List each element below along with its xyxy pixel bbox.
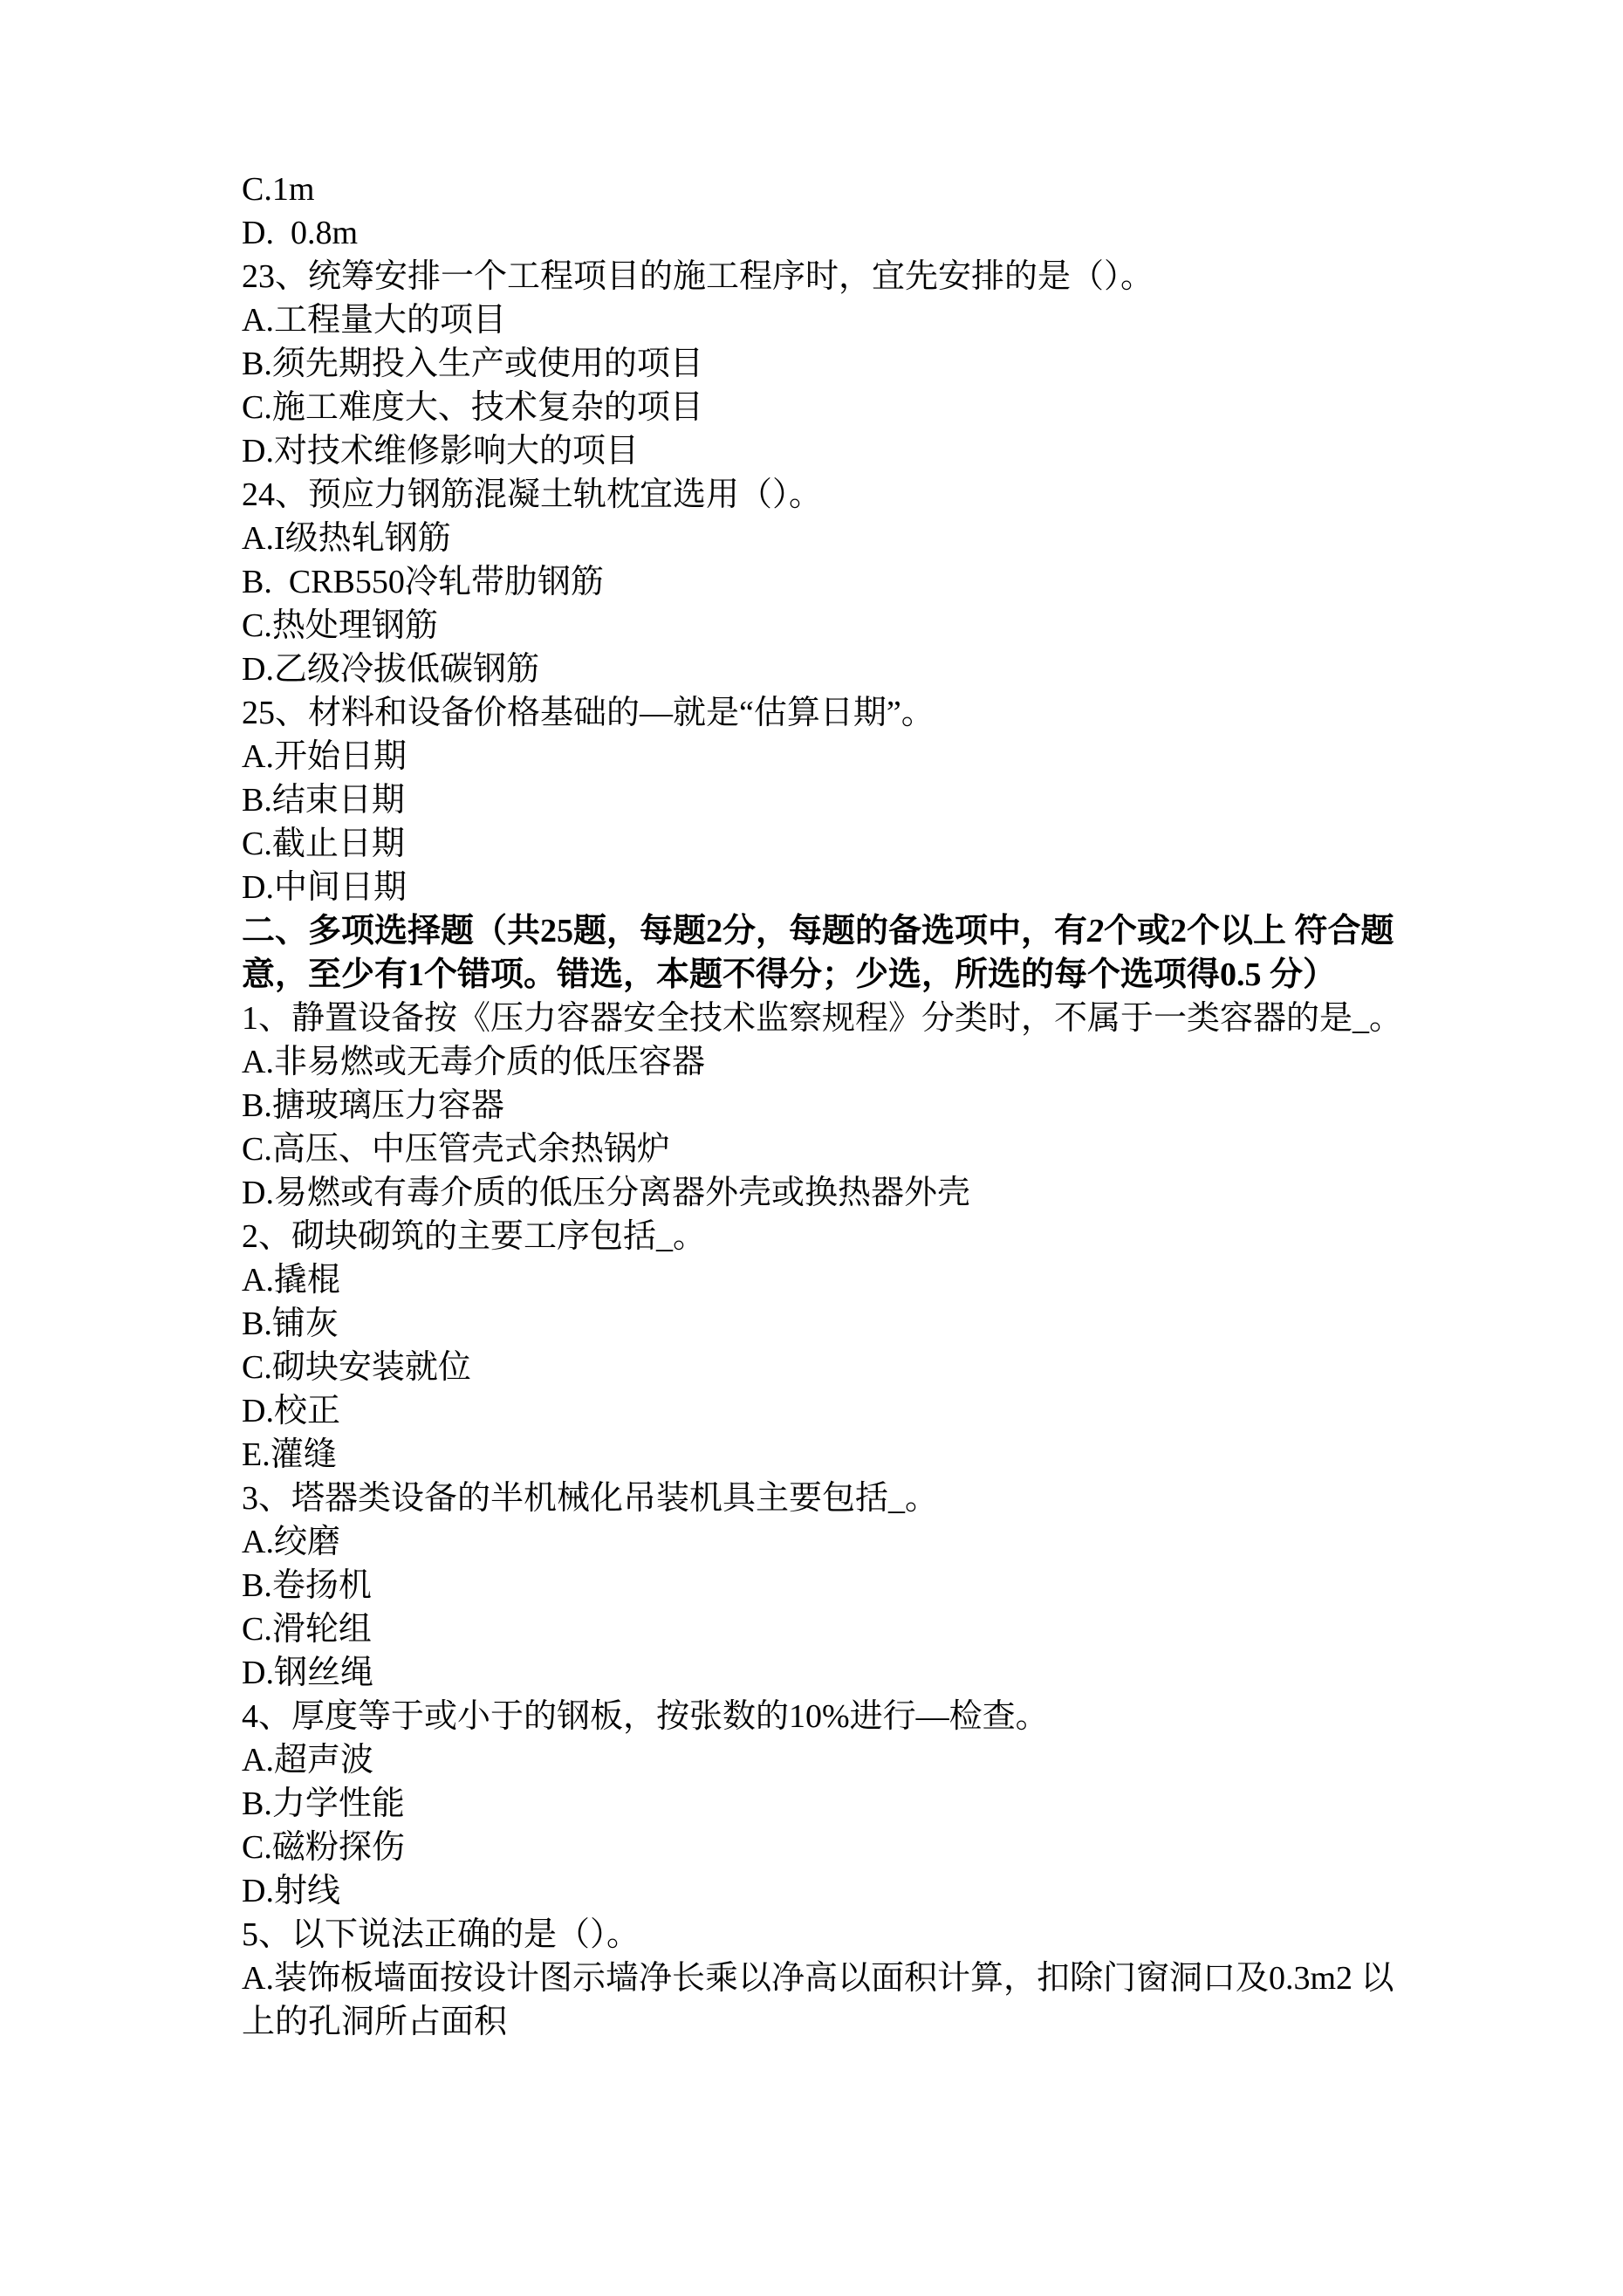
text-run: A.工程量大的项目 — [242, 302, 506, 339]
text-line — [242, 1127, 1421, 1171]
text-run: 二、多项选择题（共25题，每题2分，每题的备选项中，有 — [242, 913, 1088, 949]
text-run: D.中间日期 — [242, 869, 407, 906]
text-run: B.力学性能 — [242, 1785, 405, 1822]
text-line — [242, 1695, 1421, 1738]
text-line — [242, 255, 1421, 298]
text-line — [242, 473, 1421, 517]
text-run: A.I级热轧钢筋 — [242, 520, 451, 557]
text-line — [242, 1346, 1421, 1389]
text-line — [242, 1433, 1421, 1477]
text-run: 上的孔洞所占面积 — [242, 2004, 508, 2040]
text-line — [242, 1520, 1421, 1564]
text-line — [242, 1215, 1421, 1258]
text-run: E.灌缝 — [242, 1436, 337, 1473]
text-run: C.砌块安装就位 — [242, 1349, 471, 1386]
text-line — [242, 2000, 1421, 2044]
text-line — [242, 1389, 1421, 1433]
text-line — [242, 1302, 1421, 1346]
text-run: A.绞磨 — [242, 1524, 340, 1560]
text-line — [242, 1738, 1421, 1782]
text-line — [242, 1869, 1421, 1913]
text-run: 2、砌块砌筑的主要工序包括_。 — [242, 1218, 707, 1255]
text-line — [242, 1564, 1421, 1607]
text-line — [242, 517, 1421, 560]
text-run: B.卷扬机 — [242, 1567, 372, 1604]
text-run: 23、统筹安排一个工程项目的施工程序时，宜先安排的是（）。 — [242, 258, 1154, 295]
text-run: 意，至少有1个错项。错选，本题不得分；少选，所选的每个选项得0.5 分） — [242, 956, 1337, 993]
text-run: B.须先期投入生产或使用的项目 — [242, 346, 703, 382]
text-line — [242, 168, 1421, 211]
text-run: D. 0.8m — [242, 215, 358, 251]
text-run: D.对技术维修影响大的项目 — [242, 433, 639, 469]
text-line — [242, 1651, 1421, 1695]
text-run: A.超声波 — [242, 1742, 373, 1779]
text-line — [242, 1258, 1421, 1302]
text-line — [242, 211, 1421, 255]
text-run: D.乙级冷拔低碳钢筋 — [242, 651, 539, 688]
text-line — [242, 604, 1421, 648]
text-run: C.滑轮组 — [242, 1611, 372, 1648]
text-run: 24、预应力钢筋混凝土轨枕宜选用（）。 — [242, 476, 823, 513]
text-run: A.开始日期 — [242, 738, 407, 775]
text-line — [242, 953, 1421, 997]
text-line — [242, 1826, 1421, 1869]
text-line — [242, 1607, 1421, 1651]
text-run: B. CRB550冷轧带肋钢筋 — [242, 564, 604, 600]
text-run: C.高压、中压管壳式余热锅炉 — [242, 1131, 670, 1168]
text-line — [242, 560, 1421, 604]
text-run: C.热处理钢筋 — [242, 607, 438, 644]
text-line — [242, 735, 1421, 778]
text-run: D.钢丝绳 — [242, 1655, 373, 1691]
text-run: C.1m — [242, 171, 315, 208]
text-line — [242, 648, 1421, 691]
text-run: B.铺灰 — [242, 1306, 339, 1342]
text-line — [242, 429, 1421, 473]
text-line — [242, 1171, 1421, 1215]
text-run: B.结束日期 — [242, 782, 405, 819]
text-run: 3、塔器类设备的半机械化吊装机具主要包括_。 — [242, 1480, 939, 1517]
text-line — [242, 1040, 1421, 1084]
text-line — [242, 1957, 1421, 2000]
text-line — [242, 778, 1421, 822]
text-run: C.截止日期 — [242, 826, 405, 862]
text-run: C.施工难度大、技术复杂的项目 — [242, 389, 703, 426]
document-body — [242, 168, 1421, 2044]
text-run: 1、静置设备按《压力容器安全技术监察规程》分类时，不属于一类容器的是_。 — [242, 1000, 1403, 1037]
text-line — [242, 997, 1421, 1040]
text-run: 2 — [1087, 913, 1105, 949]
text-line — [242, 822, 1421, 866]
text-line — [242, 1782, 1421, 1826]
text-run: 5、以下说法正确的是（）。 — [242, 1916, 640, 1953]
text-run: D.易燃或有毒介质的低压分离器外壳或换热器外壳 — [242, 1175, 970, 1211]
text-run: C.磁粉探伤 — [242, 1829, 405, 1866]
text-run: A.撬棍 — [242, 1262, 340, 1299]
text-line — [242, 691, 1421, 735]
text-run: D.校正 — [242, 1393, 340, 1429]
text-run: A.非易燃或无毒介质的低压容器 — [242, 1044, 705, 1080]
text-line — [242, 386, 1421, 429]
text-line — [242, 909, 1421, 953]
text-line — [242, 866, 1421, 909]
text-run: 25、材料和设备价格基础的—就是“估算日期”。 — [242, 695, 935, 731]
text-run: 4、厚度等于或小于的钢板，按张数的10%进行—检查。 — [242, 1698, 1049, 1735]
text-run: B.搪玻璃压力容器 — [242, 1087, 504, 1124]
text-run: D.射线 — [242, 1873, 340, 1909]
text-run: 个或2个以上 符合题 — [1104, 913, 1394, 949]
text-line — [242, 1477, 1421, 1520]
text-line — [242, 298, 1421, 342]
text-run: A.装饰板墙面按设计图示墙净长乘以净高以面积计算，扣除门窗洞口及0.3m2 以 — [242, 1960, 1394, 1997]
text-line — [242, 1913, 1421, 1957]
text-line — [242, 342, 1421, 386]
text-line — [242, 1084, 1421, 1127]
